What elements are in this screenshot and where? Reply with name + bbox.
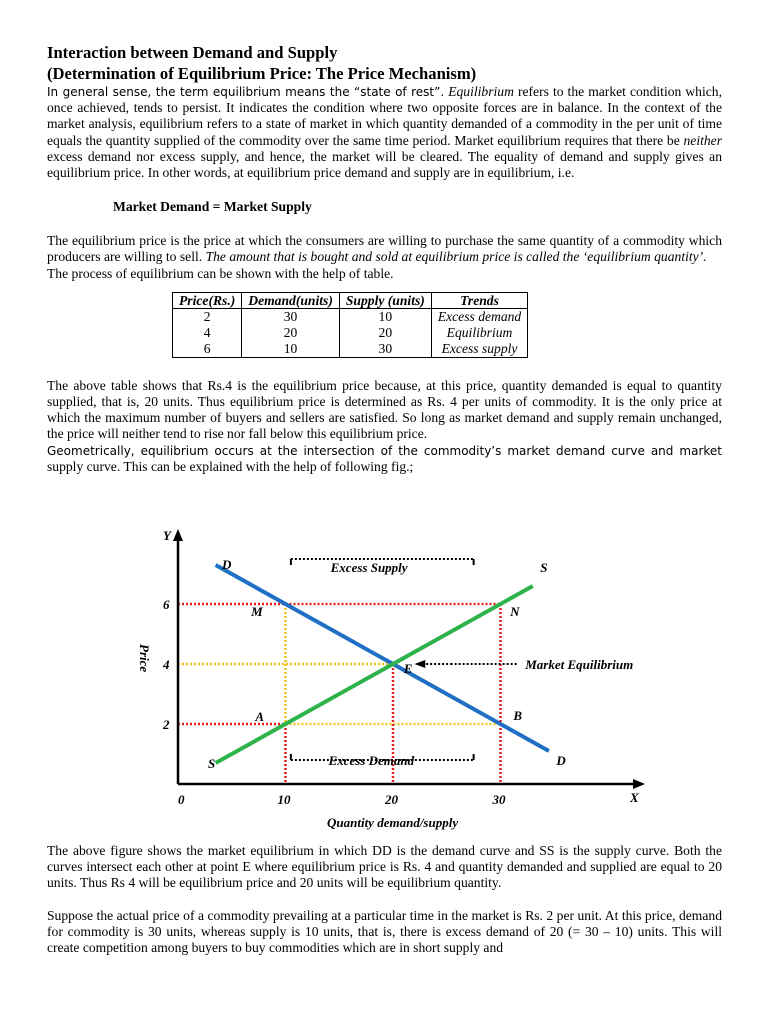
geometric-text-2: supply curve. This can be explained with the help of following fig.; — [47, 458, 414, 474]
excess-demand-paragraph: Suppose the actual price of a commodity prevailing at a particular time in the market is Rs. 2 per unit. At this price, demand for commodity is 30 units, whereas supply is 10 units, that is, there is excess demand of 20 (= 30 – 10) units. This will create competition among buyers to buy commodities which are in short supply and — [47, 907, 722, 956]
document-page — [47, 42, 722, 475]
intro-text-2: Equilibrium — [448, 84, 514, 99]
equilibrium-figure — [130, 527, 670, 832]
equation-line: Market Demand = Market Supply — [113, 199, 312, 215]
table-header-row — [173, 292, 528, 308]
point-label-s-bottom: S — [208, 756, 216, 771]
x-axis-title: Quantity demand/supply — [327, 815, 459, 830]
excess-supply-label: Excess Supply — [330, 560, 408, 575]
table-cell: 30 — [339, 341, 431, 358]
y-tick-label: 4 — [163, 657, 170, 672]
table-cell: Excess supply — [431, 341, 527, 358]
x-tick-label: 10 — [277, 792, 291, 807]
closing-section — [47, 843, 722, 956]
point-label-s-top: S — [540, 560, 548, 575]
point-label-a: A — [255, 709, 265, 724]
x-axis-arrow — [633, 779, 645, 789]
table-cell: 20 — [242, 325, 340, 341]
point-label-d-top: D — [222, 557, 232, 572]
table-cell: 4 — [173, 325, 242, 341]
table-header: Price(Rs.) — [173, 292, 242, 308]
equilibrium-pointer-arrow — [415, 660, 426, 668]
intro-text-3: refers to the market condition which, once achieved, tends to persist. It indicates the condition where two opposite forces are in balance. In the context of the market analysis, equilibrium refers to a state of market in which quantity demanded of a commodity in the per unit of time equals the quantity supplied of the commodity over the same time period. Market equilibrium requires that there be — [47, 84, 722, 148]
table-explanation-paragraph: The above table shows that Rs.4 is the equilibrium price because, at this price, quantity demanded is equal to quantity supplied, that is, 20 units. Thus equilibrium price is determined as Rs. 4 per units of commodity. It is the only price at which the maximum number of buyers and sellers are satisfied. So long as market demand and supply remain unchanged, the price will neither tend to rise nor fall below this equilibrium price. — [47, 377, 722, 442]
y-axis-arrow — [173, 529, 183, 541]
figure-explanation-paragraph: The above figure shows the market equilibrium in which DD is the demand curve and SS is the supply curve. Both the curves intersect each other at point E where equilibrium price is Rs. 4 and quantity demanded and supplied are equal to 20 units. Thus Rs 4 will be equilibrium price and 20 units will be equilibrium quantity. — [47, 843, 722, 891]
table-cell: 10 — [242, 341, 340, 358]
table-cell: Equilibrium — [431, 325, 527, 341]
excess-demand-label: Excess Demand — [328, 753, 415, 768]
point-label-b: B — [513, 708, 523, 723]
table-cell: 30 — [242, 308, 340, 325]
table-cell: Excess demand — [431, 308, 527, 325]
table-cell: 10 — [339, 308, 431, 325]
table-cell: 6 — [173, 341, 242, 358]
table-cell: 2 — [173, 308, 242, 325]
point-label-e: E — [403, 661, 413, 676]
demand-supply-chart — [130, 527, 670, 832]
table-header: Trends — [431, 292, 527, 308]
doc-title-line2: (Determination of Equilibrium Price: The Price Mechanism) — [47, 64, 477, 83]
intro-text-1: In general sense, the term equilibrium means the “state of rest”. — [47, 85, 445, 99]
point-label-d-bottom: D — [556, 753, 566, 768]
y-axis-letter: Y — [163, 528, 171, 543]
table-row — [173, 325, 528, 341]
eq-text-2: The amount that is bought and sold at equilibrium price is called the ‘equilibrium quantity’. — [205, 249, 707, 265]
point-label-n: N — [510, 604, 520, 619]
table-cell: 20 — [339, 325, 431, 341]
geometric-intro — [47, 443, 722, 475]
y-tick-label: 2 — [163, 717, 170, 732]
table-row — [173, 308, 528, 325]
y-axis-title: Price — [137, 644, 152, 673]
point-label-m: M — [251, 604, 263, 619]
x-tick-label: 20 — [385, 792, 398, 807]
intro-text-4: neither — [683, 132, 722, 148]
x-axis-letter: X — [630, 790, 639, 805]
market-equilibrium-label: Market Equilibrium — [525, 657, 634, 672]
equilibrium-table — [172, 292, 528, 358]
y-tick-label: 6 — [163, 597, 170, 612]
table-header: Demand(units) — [242, 292, 340, 308]
eq-text-1: The equilibrium price is the price at which the consumers are willing to purchase the same quantity of a commodity which producers are willing to sell. — [47, 233, 722, 265]
table-intro: The process of equilibrium can be shown with the help of table. — [47, 265, 394, 281]
table-row — [173, 341, 528, 358]
equilibrium-price-paragraph — [47, 233, 722, 265]
doc-title-line1: Interaction between Demand and Supply — [47, 43, 338, 62]
origin-label: 0 — [178, 792, 185, 807]
table-header: Supply (units) — [339, 292, 431, 308]
x-tick-label: 30 — [492, 792, 506, 807]
intro-paragraph — [47, 84, 722, 181]
geometric-text-1: Geometrically, equilibrium occurs at the intersection of the commodity’s market demand curve and market — [47, 443, 722, 458]
supply-curve — [216, 586, 533, 763]
intro-text-5: excess demand nor excess supply, and hence, the market will be cleared. The equality of demand and supply gives an equilibrium price. In other words, at equilibrium price demand and supply are in equilibrium, i.e. — [47, 148, 722, 181]
